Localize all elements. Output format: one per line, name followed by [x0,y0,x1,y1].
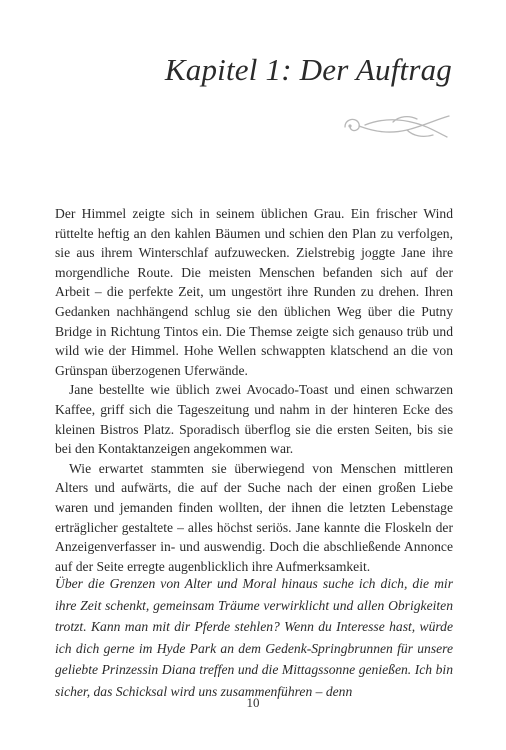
body-text [55,204,453,576]
paragraph-2: Jane bestellte wie üblich zwei Avocado-Toast und einen schwarzen Kaffee, griff sich die Tageszeitung und nahm in der hinteren Ecke des kleinen Bistros Platz. Sporadisch überflog sie die ersten Seiten, bis sie bei den Kontaktanzeigen angekommen war. [55,382,453,457]
flourish-ornament-icon [335,110,455,144]
paragraph-1: Der Himmel zeigte sich in seinem üblichen Grau. Ein frischer Wind rüttelte heftig an den kahlen Bäumen und schien den Plan zu verfolgen, sie aus ihrem Winterschlaf aufzuwecken. Zielstrebig joggte Jane ihre morgendliche Route. Die meisten Menschen befanden sich auf der Arbeit – die perfekte Zeit, um ungestört ihre Runden zu drehen. Ihren Gedanken nachhängend schlug sie den üblichen Weg über die Putny Bridge in Richtung Tintos ein. Die Themse zeigte sich genauso trüb und wild wie der Himmel. Hohe Wellen schwappten klatschend an die von Grünspan überzogenen Uferwände. [55,206,453,378]
paragraph-3: Wie erwartet stammten sie überwiegend von Menschen mittleren Alters und aufwärts, die auf der Suche nach der einen großen Liebe waren und jemanden finden wollten, der ihnen die letzten Lebenstage erträglicher gestaltete – alles höchst seriös. Jane kannte die Floskeln der Anzeigenverfasser in- und auswendig. Doch die abschließende Annonce auf der Seite erregte augenblicklich ihre Aufmerksamkeit. [55,460,453,574]
page-number: 10 [246,695,260,710]
personal-ad-letter: Über die Grenzen von Alter und Moral hinaus suche ich dich, die mir ihre Zeit schenkt, gemeinsam Träume verwirklicht und allen Obrigkeiten trotzt. Kann man mit dir Pferde stehlen? Wenn du Interesse hast, würde ich dich gerne im Hyde Park an dem Gedenk-Springbrunnen für unsere geliebte Prinzessin Diana treffen und die Mittagssonne genießen. Ich bin sicher, das Schicksal wird uns zusammenführen – denn [55,576,453,699]
chapter-title: Kapitel 1: Der Auftrag [164,52,452,87]
